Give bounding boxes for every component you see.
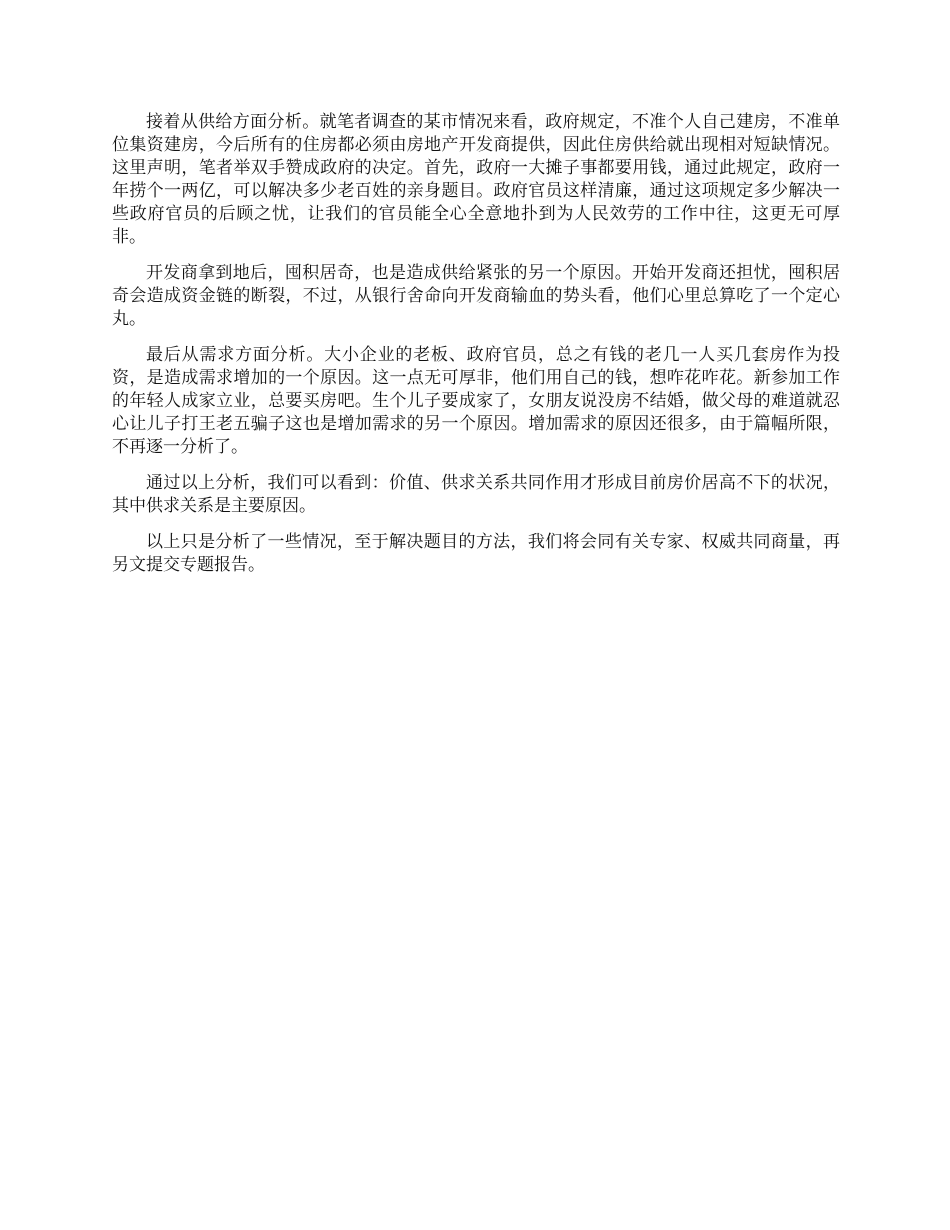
paragraph-demand-analysis: 最后从需求方面分析。大小企业的老板、政府官员，总之有钱的老几一人买几套房作为投资，是造成需求增加的一个原因。这一点无可厚非，他们用自己的钱，想咋花咋花。新参加工作的年轻人成家立业，总要买房吧。生个儿子要成家了，女朋友说没房不结婚，做父母的难道就忍心让儿子打王老五骗子这也是增加需求的另一个原因。增加需求的原因还很多，由于篇幅所限，不再逐一分析了。 (112, 345, 840, 457)
paragraph-conclusion: 通过以上分析，我们可以看到：价值、供求关系共同作用才形成目前房价居高不下的状况，其中供求关系是主要原因。 (112, 473, 840, 516)
document-body (112, 111, 840, 590)
paragraph-developer-hoarding: 开发商拿到地后，囤积居奇，也是造成供给紧张的另一个原因。开始开发商还担忧，囤积居奇会造成资金链的断裂，不过，从银行舍命向开发商输血的势头看，他们心里总算吃了一个定心丸。 (112, 263, 840, 329)
paragraph-closing-note: 以上只是分析了一些情况，至于解决题目的方法，我们将会同有关专家、权威共同商量，再另文提交专题报告。 (112, 532, 840, 575)
paragraph-supply-analysis: 接着从供给方面分析。就笔者调查的某市情况来看，政府规定，不准个人自己建房，不准单位集资建房，今后所有的住房都必须由房地产开发商提供，因此住房供给就出现相对短缺情况。这里声明，笔者举双手赞成政府的决定。首先，政府一大摊子事都要用钱，通过此规定，政府一年捞个一两亿，可以解决多少老百姓的亲身题目。政府官员这样清廉，通过这项规定多少解决一些政府官员的后顾之忧，让我们的官员能全心全意地扑到为人民效劳的工作中往，这更无可厚非。 (112, 112, 840, 247)
